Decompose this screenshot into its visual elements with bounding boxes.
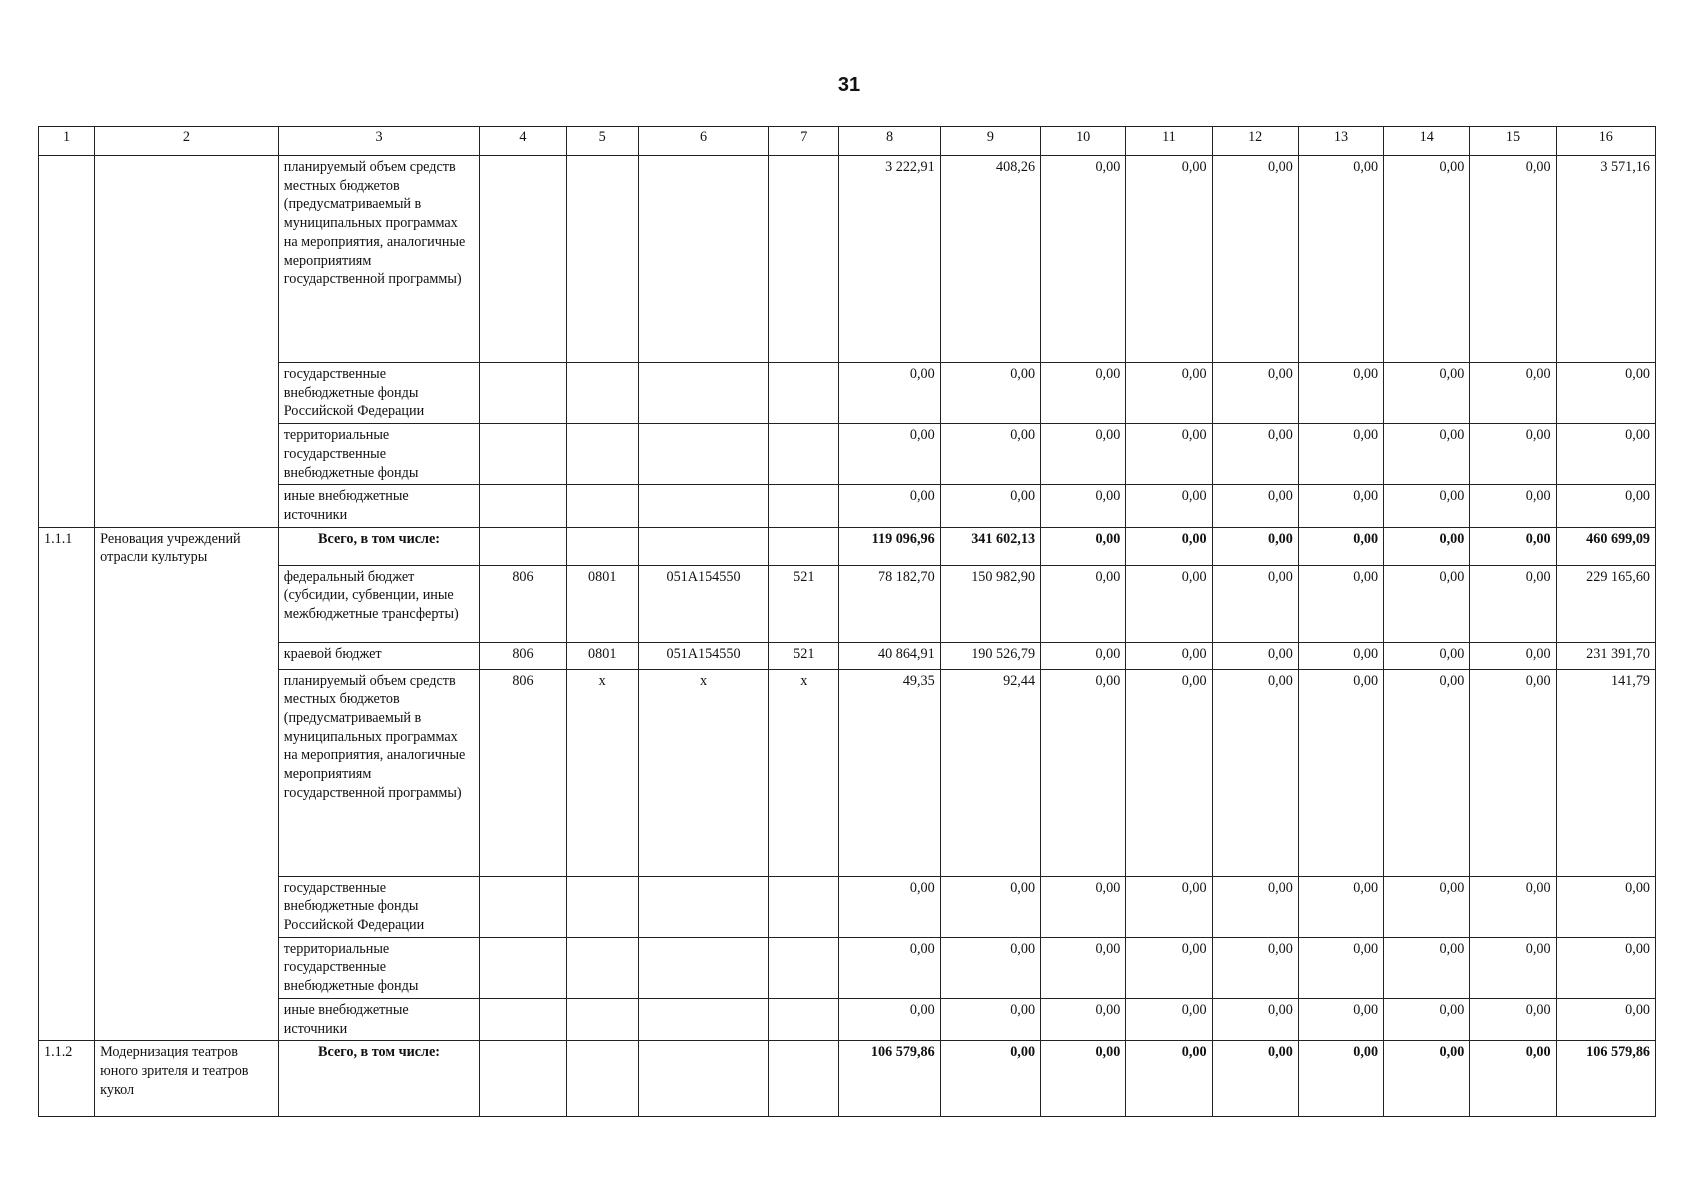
value-cell: 0,00 [839,876,940,937]
value-cell: 0,00 [1298,669,1383,876]
value-cell: 0,00 [1384,424,1470,485]
value-cell: 0,00 [1041,527,1126,565]
code-cell [638,937,768,998]
code-cell [638,876,768,937]
value-cell: 0,00 [940,363,1040,424]
value-cell: 0,00 [1470,998,1556,1040]
value-cell: 0,00 [1384,1041,1470,1117]
funding-source-cell: территориальные государственные внебюджетные фонды [278,937,480,998]
value-cell: 0,00 [1384,363,1470,424]
funding-source-cell: Всего, в том числе: [278,1041,480,1117]
value-cell: 0,00 [1384,527,1470,565]
code-cell: 806 [480,642,566,669]
column-header: 5 [566,127,638,156]
code-cell [480,424,566,485]
value-cell: 0,00 [1470,363,1556,424]
value-cell: 78 182,70 [839,565,940,642]
value-cell: 0,00 [1298,485,1383,527]
code-cell [769,998,839,1040]
value-cell: 0,00 [1298,565,1383,642]
value-cell: 3 571,16 [1556,156,1655,363]
code-cell: 0801 [566,642,638,669]
code-cell: 806 [480,565,566,642]
code-cell [566,363,638,424]
value-cell: 92,44 [940,669,1040,876]
value-cell: 0,00 [1556,485,1655,527]
code-cell [638,1041,768,1117]
value-cell: 0,00 [1298,642,1383,669]
value-cell: 0,00 [1041,669,1126,876]
value-cell: 141,79 [1556,669,1655,876]
column-header: 7 [769,127,839,156]
column-header: 6 [638,127,768,156]
value-cell: 49,35 [839,669,940,876]
value-cell: 0,00 [1041,998,1126,1040]
code-cell [769,876,839,937]
value-cell: 0,00 [1126,998,1212,1040]
page-number: 31 [837,74,861,96]
value-cell: 0,00 [1212,937,1298,998]
value-cell: 0,00 [1212,527,1298,565]
value-cell: 0,00 [1298,1041,1383,1117]
code-cell [638,998,768,1040]
code-cell: 051A154550 [638,565,768,642]
value-cell: 0,00 [1126,669,1212,876]
value-cell: 40 864,91 [839,642,940,669]
value-cell: 0,00 [940,1041,1040,1117]
value-cell: 0,00 [839,363,940,424]
row-number-cell [39,156,95,528]
value-cell: 0,00 [1126,642,1212,669]
value-cell: 0,00 [1470,669,1556,876]
column-header: 11 [1126,127,1212,156]
value-cell: 0,00 [1041,642,1126,669]
value-cell: 0,00 [1212,642,1298,669]
value-cell: 190 526,79 [940,642,1040,669]
value-cell: 0,00 [1126,485,1212,527]
funding-source-cell: иные внебюджетные источники [278,998,480,1040]
value-cell: 0,00 [1384,642,1470,669]
code-cell: 051A154550 [638,642,768,669]
value-cell: 0,00 [1126,876,1212,937]
code-cell [638,156,768,363]
column-header: 16 [1556,127,1655,156]
value-cell: 0,00 [1212,485,1298,527]
value-cell: 0,00 [1556,424,1655,485]
code-cell [769,527,839,565]
value-cell: 0,00 [1041,876,1126,937]
value-cell: 0,00 [1470,485,1556,527]
value-cell: 0,00 [1470,642,1556,669]
value-cell: 3 222,91 [839,156,940,363]
value-cell: 460 699,09 [1556,527,1655,565]
code-cell: x [769,669,839,876]
value-cell: 0,00 [839,424,940,485]
table-row [39,527,1656,565]
table-row [39,363,1656,424]
value-cell: 0,00 [1384,876,1470,937]
code-cell [480,363,566,424]
value-cell: 0,00 [1298,363,1383,424]
table-row [39,565,1656,642]
value-cell: 0,00 [1298,156,1383,363]
column-header: 15 [1470,127,1556,156]
budget-table [38,126,1656,1117]
value-cell: 0,00 [1212,1041,1298,1117]
code-cell [769,937,839,998]
code-cell [480,998,566,1040]
value-cell: 0,00 [1041,485,1126,527]
code-cell [769,156,839,363]
code-cell [566,156,638,363]
value-cell: 0,00 [1126,527,1212,565]
value-cell: 0,00 [1126,363,1212,424]
value-cell: 408,26 [940,156,1040,363]
value-cell: 0,00 [1470,876,1556,937]
row-number-cell: 1.1.1 [39,527,95,1041]
value-cell: 0,00 [1556,876,1655,937]
code-cell [769,1041,839,1117]
funding-source-cell: планируемый объем средств местных бюджетов (предусматриваемый в муниципальных программах на мероприятия, аналогичные мероприятиям государственной программы) [278,669,480,876]
code-cell [769,424,839,485]
value-cell: 231 391,70 [1556,642,1655,669]
value-cell: 0,00 [1041,156,1126,363]
value-cell: 0,00 [1298,527,1383,565]
value-cell: 0,00 [1470,527,1556,565]
code-cell [480,937,566,998]
table-row [39,998,1656,1040]
code-cell [769,363,839,424]
value-cell: 0,00 [1556,998,1655,1040]
code-cell: x [638,669,768,876]
value-cell: 0,00 [1298,998,1383,1040]
column-header: 14 [1384,127,1470,156]
value-cell: 0,00 [940,998,1040,1040]
value-cell: 0,00 [1212,669,1298,876]
code-cell [638,424,768,485]
value-cell: 0,00 [1298,876,1383,937]
code-cell: x [566,669,638,876]
table-row [39,156,1656,363]
value-cell: 106 579,86 [1556,1041,1655,1117]
value-cell: 0,00 [1212,156,1298,363]
funding-source-cell: государственные внебюджетные фонды Российской Федерации [278,876,480,937]
value-cell: 0,00 [1384,565,1470,642]
table-row [39,1041,1656,1117]
table-row [39,937,1656,998]
value-cell: 0,00 [1212,998,1298,1040]
value-cell: 0,00 [1470,565,1556,642]
value-cell: 229 165,60 [1556,565,1655,642]
table-row [39,424,1656,485]
value-cell: 341 602,13 [940,527,1040,565]
funding-source-cell: планируемый объем средств местных бюджетов (предусматриваемый в муниципальных программах на мероприятия, аналогичные мероприятиям государственной программы) [278,156,480,363]
code-cell [566,527,638,565]
value-cell: 106 579,86 [839,1041,940,1117]
value-cell: 0,00 [839,998,940,1040]
value-cell: 0,00 [1212,565,1298,642]
value-cell: 0,00 [1041,363,1126,424]
value-cell: 0,00 [1298,937,1383,998]
value-cell: 0,00 [940,876,1040,937]
column-header: 2 [95,127,279,156]
code-cell [566,485,638,527]
column-header: 1 [39,127,95,156]
header-row [39,127,1656,156]
table-row [39,876,1656,937]
row-title-cell [95,156,279,528]
column-header: 10 [1041,127,1126,156]
code-cell: 521 [769,565,839,642]
value-cell: 119 096,96 [839,527,940,565]
code-cell [638,363,768,424]
column-header: 13 [1298,127,1383,156]
value-cell: 0,00 [1041,424,1126,485]
value-cell: 0,00 [1384,998,1470,1040]
code-cell [480,1041,566,1117]
column-header: 8 [839,127,940,156]
value-cell: 0,00 [1470,1041,1556,1117]
value-cell: 0,00 [940,937,1040,998]
value-cell: 0,00 [1384,669,1470,876]
code-cell [638,527,768,565]
value-cell: 0,00 [940,485,1040,527]
value-cell: 0,00 [1212,363,1298,424]
table-row [39,669,1656,876]
value-cell: 0,00 [940,424,1040,485]
table-row [39,485,1656,527]
table-row [39,642,1656,669]
value-cell: 0,00 [1556,363,1655,424]
value-cell: 0,00 [1298,424,1383,485]
value-cell: 0,00 [1212,876,1298,937]
code-cell: 806 [480,669,566,876]
value-cell: 0,00 [1470,937,1556,998]
value-cell: 0,00 [1384,937,1470,998]
code-cell [480,156,566,363]
code-cell [480,485,566,527]
funding-source-cell: государственные внебюджетные фонды Российской Федерации [278,363,480,424]
funding-source-cell: краевой бюджет [278,642,480,669]
code-cell [566,998,638,1040]
column-header: 9 [940,127,1040,156]
value-cell: 150 982,90 [940,565,1040,642]
row-title-cell: Модернизация театров юного зрителя и театров кукол [95,1041,279,1117]
column-header: 3 [278,127,480,156]
value-cell: 0,00 [1126,1041,1212,1117]
funding-source-cell: территориальные государственные внебюджетные фонды [278,424,480,485]
value-cell: 0,00 [1556,937,1655,998]
code-cell: 0801 [566,565,638,642]
code-cell [480,876,566,937]
code-cell: 521 [769,642,839,669]
column-header: 12 [1212,127,1298,156]
value-cell: 0,00 [1470,156,1556,363]
funding-source-cell: федеральный бюджет (субсидии, субвенции, иные межбюджетные трансферты) [278,565,480,642]
code-cell [566,424,638,485]
value-cell: 0,00 [1470,424,1556,485]
code-cell [566,1041,638,1117]
code-cell [480,527,566,565]
funding-source-cell: иные внебюджетные источники [278,485,480,527]
value-cell: 0,00 [1212,424,1298,485]
code-cell [566,876,638,937]
value-cell: 0,00 [839,485,940,527]
code-cell [566,937,638,998]
value-cell: 0,00 [1126,565,1212,642]
row-number-cell: 1.1.2 [39,1041,95,1117]
column-header: 4 [480,127,566,156]
value-cell: 0,00 [1126,937,1212,998]
value-cell: 0,00 [1041,565,1126,642]
value-cell: 0,00 [1041,937,1126,998]
value-cell: 0,00 [1126,156,1212,363]
code-cell [638,485,768,527]
value-cell: 0,00 [839,937,940,998]
row-title-cell: Реновация учреждений отрасли культуры [95,527,279,1041]
value-cell: 0,00 [1041,1041,1126,1117]
value-cell: 0,00 [1126,424,1212,485]
value-cell: 0,00 [1384,485,1470,527]
funding-source-cell: Всего, в том числе: [278,527,480,565]
code-cell [769,485,839,527]
value-cell: 0,00 [1384,156,1470,363]
